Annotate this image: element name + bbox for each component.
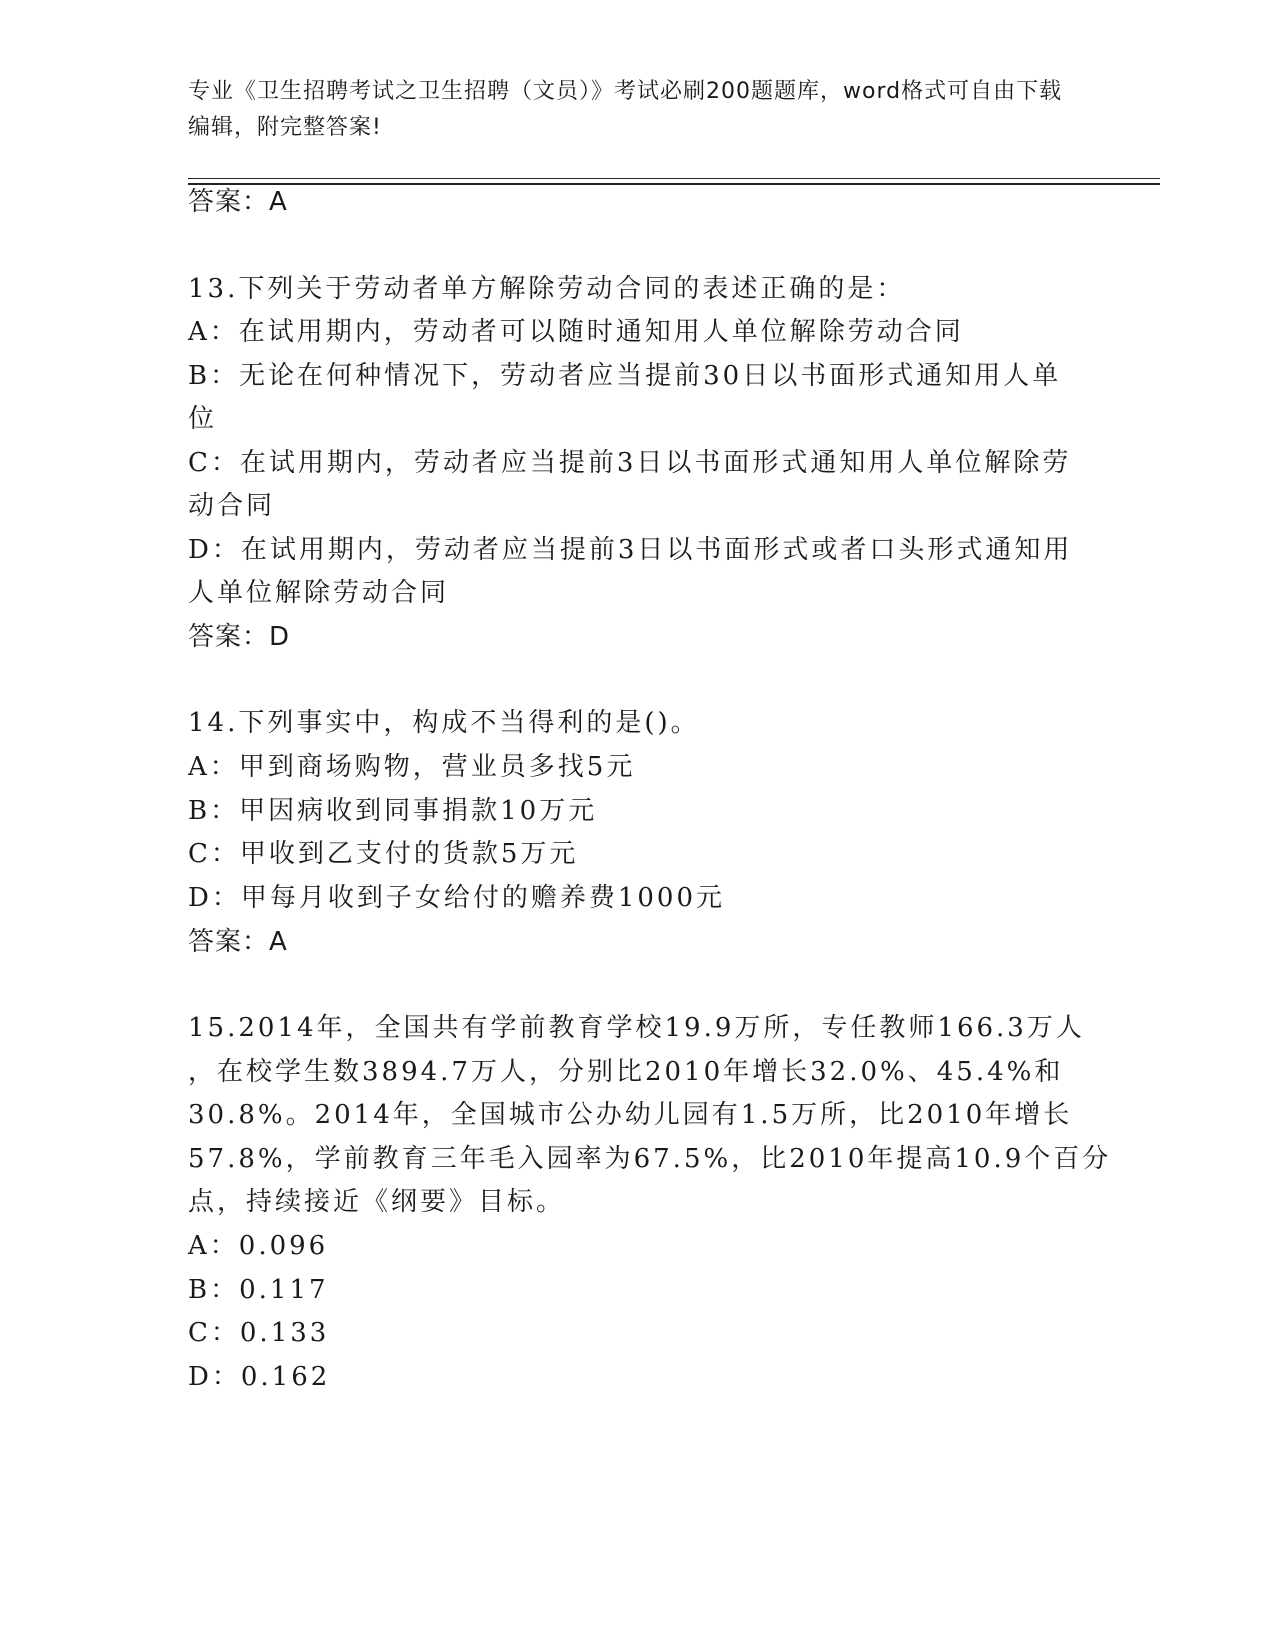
header-rule-thick	[188, 183, 1160, 185]
question-15-option-d: D：0.162	[188, 1362, 331, 1392]
question-14-option-a: A：甲到商场购物，营业员多找5元	[188, 752, 636, 782]
question-13-option-d-cont: 人单位解除劳动合同	[188, 578, 450, 608]
question-15-stem-line-2: ，在校学生数3894.7万人，分别比2010年增长32.0%、45.4%和	[188, 1057, 1064, 1087]
header-rule-thin	[188, 178, 1160, 179]
question-13-option-c: C：在试用期内，劳动者应当提前3日以书面形式通知用人单位解除劳	[188, 448, 1072, 478]
question-14-option-b: B：甲因病收到同事捐款10万元	[188, 796, 598, 826]
question-14-answer: 答案：A	[188, 927, 288, 957]
question-14-option-d: D：甲每月收到子女给付的赡养费1000元	[188, 883, 726, 913]
question-13-option-d: D：在试用期内，劳动者应当提前3日以书面形式或者口头形式通知用	[188, 535, 1073, 565]
question-13-option-b: B：无论在何种情况下，劳动者应当提前30日以书面形式通知用人单	[188, 361, 1062, 391]
question-14-option-c: C：甲收到乙支付的货款5万元	[188, 839, 579, 869]
question-13-option-b-cont: 位	[188, 404, 218, 434]
question-13-stem: 13.下列关于劳动者单方解除劳动合同的表述正确的是：	[188, 274, 906, 304]
question-14-stem: 14.下列事实中，构成不当得利的是()。	[188, 708, 700, 738]
document-header: 专业《卫生招聘考试之卫生招聘（文员）》考试必刷200题题库，word格式可自由下载编辑，附完整答案!	[188, 79, 1063, 140]
question-13-option-a: A：在试用期内，劳动者可以随时通知用人单位解除劳动合同	[188, 317, 964, 347]
question-15-option-a: A：0.096	[188, 1231, 329, 1261]
question-13-answer: 答案：D	[188, 622, 291, 652]
question-15-stem-line-1: 15.2014年，全国共有学前教育学校19.9万所，专任教师166.3万人	[188, 1013, 1085, 1043]
question-13-option-c-cont: 动合同	[188, 491, 276, 521]
question-15-stem-line-3: 30.8%。2014年，全国城市公办幼儿园有1.5万所，比2010年增长	[188, 1100, 1073, 1130]
question-15-stem-line-4: 57.8%，学前教育三年毛入园率为67.5%，比2010年提高10.9个百分	[188, 1144, 1112, 1174]
previous-answer: 答案：A	[188, 187, 288, 217]
question-15-stem-line-5: 点，持续接近《纲要》目标。	[188, 1187, 566, 1217]
question-15-option-b: B：0.117	[188, 1275, 329, 1305]
question-15-option-c: C：0.133	[188, 1318, 330, 1348]
